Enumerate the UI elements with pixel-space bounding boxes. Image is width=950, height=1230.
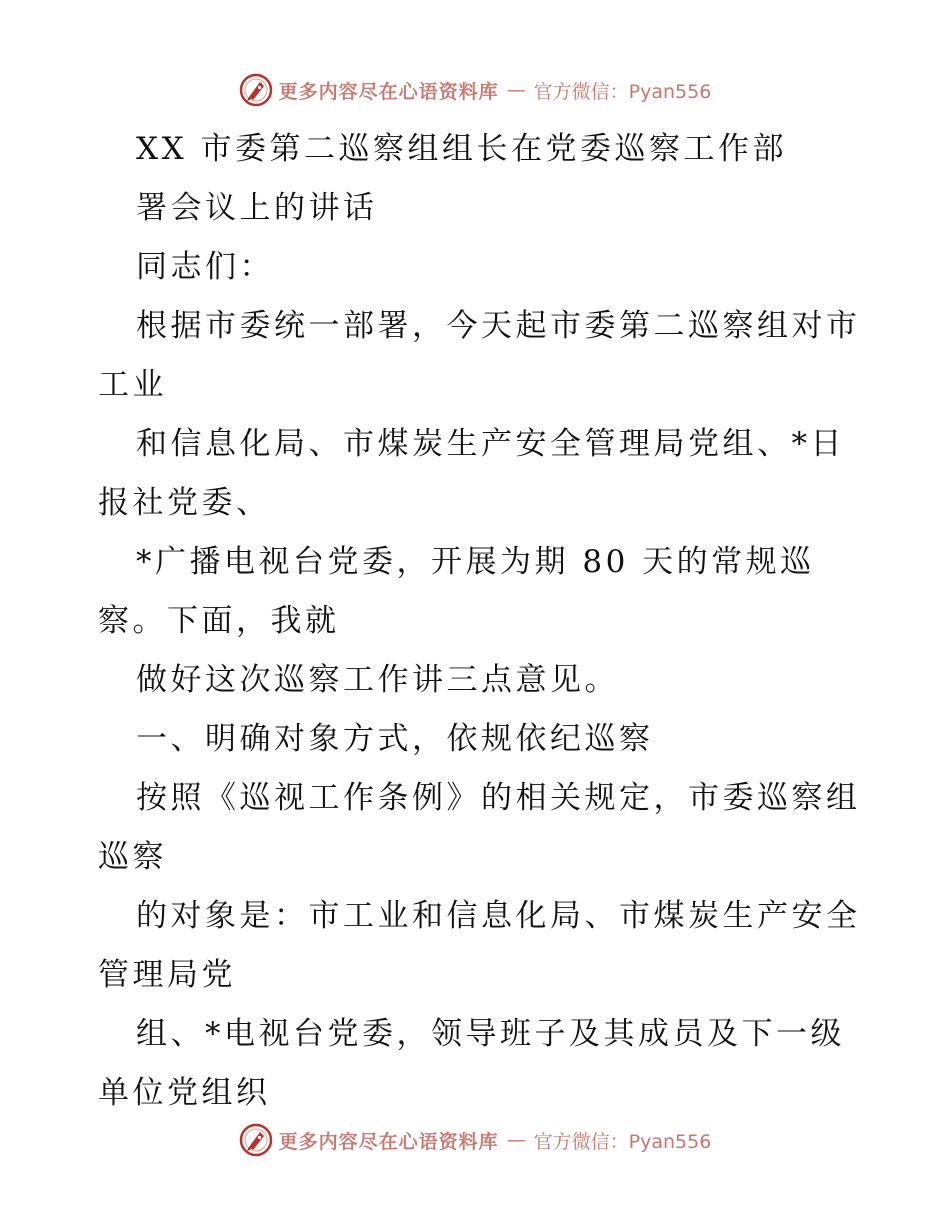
header-watermark xyxy=(0,70,950,110)
text-line: 管理局党 xyxy=(98,957,236,993)
watermark-wechat: 官方微信：Pyan556 xyxy=(533,80,712,103)
watermark-wechat: 官方微信：Pyan556 xyxy=(533,1130,712,1153)
watermark-separator: — xyxy=(506,1129,526,1151)
text-line: *广播电视台党委，开展为期 80 天的常规巡 xyxy=(136,544,815,580)
text-line: 署会议上的讲话 xyxy=(136,190,378,226)
text-line: 工业 xyxy=(98,367,167,403)
watermark-text: 更多内容尽在心语资料库 xyxy=(278,1130,499,1153)
text-line: 做好这次巡察工作讲三点意见。 xyxy=(136,662,619,698)
text-line: 根据市委统一部署，今天起市委第二巡察组对市 xyxy=(136,308,861,344)
text-line: 单位党组织 xyxy=(98,1075,271,1111)
watermark-group xyxy=(239,73,712,107)
footer-watermark xyxy=(0,1120,950,1160)
text-line: 巡察 xyxy=(98,839,167,875)
watermark-group xyxy=(239,1123,712,1157)
text-line: 按照《巡视工作条例》的相关规定，市委巡察组 xyxy=(136,780,861,816)
text-line: 报社党委、 xyxy=(98,485,271,521)
pen-nib-logo-icon xyxy=(239,73,273,107)
pen-nib-logo-icon xyxy=(239,1123,273,1157)
text-line: 组、*电视台党委，领导班子及其成员及下一级 xyxy=(136,1016,845,1052)
text-line: XX 市委第二巡察组组长在党委巡察工作部 xyxy=(136,131,787,167)
text-line: 同志们： xyxy=(136,249,274,285)
text-line: 察。下面，我就 xyxy=(98,603,340,639)
watermark-text: 更多内容尽在心语资料库 xyxy=(278,80,499,103)
document-body xyxy=(98,120,861,1123)
text-line: 和信息化局、市煤炭生产安全管理局党组、*日 xyxy=(136,426,845,462)
watermark-separator: — xyxy=(506,79,526,101)
section-heading: 一、明确对象方式，依规依纪巡察 xyxy=(136,721,654,757)
text-line: 的对象是：市工业和信息化局、市煤炭生产安全 xyxy=(136,898,861,934)
